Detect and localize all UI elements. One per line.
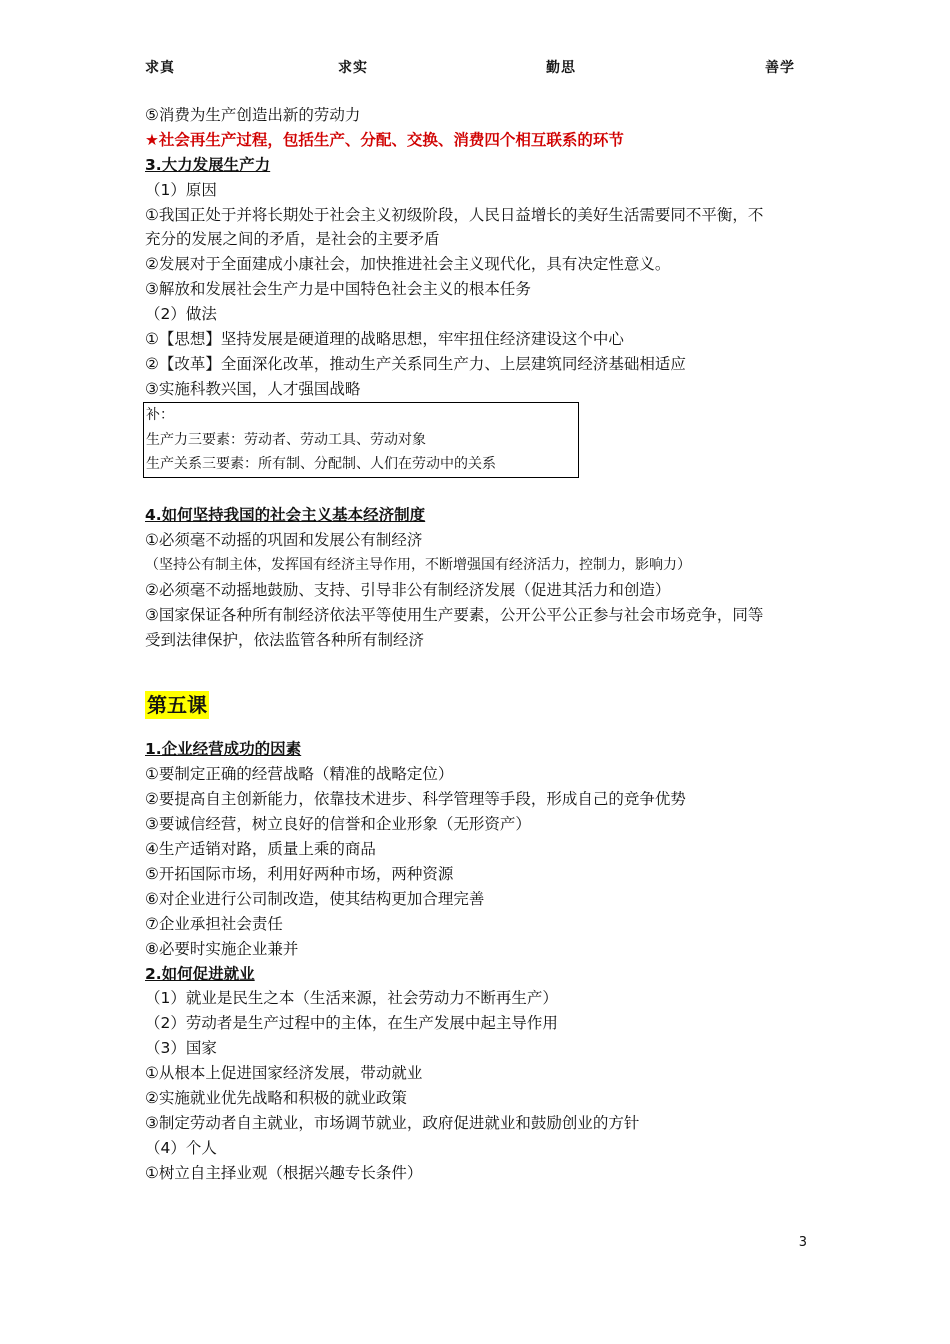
list-item: ⑤开拓国际市场，利用好两种市场，两种资源 bbox=[145, 864, 454, 883]
lesson-title: 第五课 bbox=[147, 693, 207, 718]
text-line: ③国家保证各种所有制经济依法平等使用生产要素，公开公平公正参与社会市场竞争，同等 bbox=[145, 605, 764, 624]
text-line: ①我国正处于并将长期处于社会主义初级阶段，人民日益增长的美好生活需要同不平衡，不 bbox=[145, 205, 764, 224]
list-item: ②要提高自主创新能力，依靠技术进步、科学管理等手段，形成自己的竞争优势 bbox=[145, 790, 686, 809]
list-item: ⑥对企业进行公司制改造，使其结构更加合理完善 bbox=[145, 889, 485, 908]
sub-heading: （4）个人 bbox=[145, 1138, 217, 1157]
section-heading: 3.大力发展生产力 bbox=[145, 155, 271, 174]
header-motto-1: 求真 bbox=[145, 60, 175, 76]
header-motto-2: 求实 bbox=[338, 60, 368, 76]
text-line: ①树立自主择业观（根据兴趣专长条件） bbox=[145, 1163, 423, 1182]
text-line: ②【改革】全面深化改革，推动生产关系同生产力、上层建筑同经济基础相适应 bbox=[145, 354, 686, 373]
header-motto-3: 勤思 bbox=[546, 60, 576, 76]
text-line: ②必须毫不动摇地鼓励、支持、引导非公有制经济发展（促进其活力和创造） bbox=[145, 580, 671, 599]
sub-heading: （2）劳动者是生产过程中的主体，在生产发展中起主导作用 bbox=[145, 1014, 558, 1033]
page-header bbox=[0, 57, 950, 79]
supplement-line: 生产关系三要素：所有制、分配制、人们在劳动中的关系 bbox=[146, 456, 496, 473]
list-item: ⑦企业承担社会责任 bbox=[145, 914, 283, 933]
key-point-star: ★社会再生产过程，包括生产、分配、交换、消费四个相互联系的环节 bbox=[145, 130, 624, 149]
sub-heading: （3）国家 bbox=[145, 1039, 217, 1058]
page-number: 3 bbox=[798, 1235, 807, 1250]
text-line: 受到法律保护，依法监管各种所有制经济 bbox=[145, 630, 425, 649]
supplement-line: 生产力三要素：劳动者、劳动工具、劳动对象 bbox=[146, 431, 426, 448]
supplement-label: 补： bbox=[146, 406, 174, 423]
text-line: ⑤消费为生产创造出新的劳动力 bbox=[145, 106, 361, 124]
text-line: ②实施就业优先战略和积极的就业政策 bbox=[145, 1088, 407, 1107]
text-line: ①必须毫不动摇的巩固和发展公有制经济 bbox=[145, 531, 423, 550]
header-motto-4: 善学 bbox=[765, 60, 795, 76]
sub-heading: （2）做法 bbox=[145, 305, 217, 324]
section-heading: 4.如何坚持我国的社会主义基本经济制度 bbox=[145, 506, 426, 525]
text-line: ③制定劳动者自主就业，市场调节就业，政府促进就业和鼓励创业的方针 bbox=[145, 1113, 640, 1132]
text-line: ③解放和发展社会生产力是中国特色社会主义的根本任务 bbox=[145, 280, 531, 299]
section-heading: 1.企业经营成功的因素 bbox=[145, 740, 302, 759]
text-line: ①【思想】坚持发展是硬道理的战略思想，牢牢扭住经济建设这个中心 bbox=[145, 330, 624, 349]
text-line: 充分的发展之间的矛盾，是社会的主要矛盾 bbox=[145, 230, 440, 249]
text-line: ①从根本上促进国家经济发展，带动就业 bbox=[145, 1064, 423, 1083]
text-line: （坚持公有制主体，发挥国有经济主导作用，不断增强国有经济活力，控制力，影响力） bbox=[145, 557, 691, 574]
text-line: ③实施科教兴国，人才强国战略 bbox=[145, 379, 361, 398]
supplement-box bbox=[143, 402, 579, 479]
list-item: ①要制定正确的经营战略（精准的战略定位） bbox=[145, 765, 454, 784]
list-item: ⑧必要时实施企业兼并 bbox=[145, 939, 299, 958]
section-heading: 2.如何促进就业 bbox=[145, 964, 255, 983]
text-line: ②发展对于全面建成小康社会，加快推进社会主义现代化，具有决定性意义。 bbox=[145, 255, 671, 274]
sub-heading: （1）原因 bbox=[145, 180, 217, 199]
page-content bbox=[145, 103, 825, 1186]
sub-heading: （1）就业是民生之本（生活来源，社会劳动力不断再生产） bbox=[145, 989, 558, 1008]
list-item: ③要诚信经营，树立良好的信誉和企业形象（无形资产） bbox=[145, 815, 531, 834]
list-item: ④生产适销对路，质量上乘的商品 bbox=[145, 840, 376, 859]
